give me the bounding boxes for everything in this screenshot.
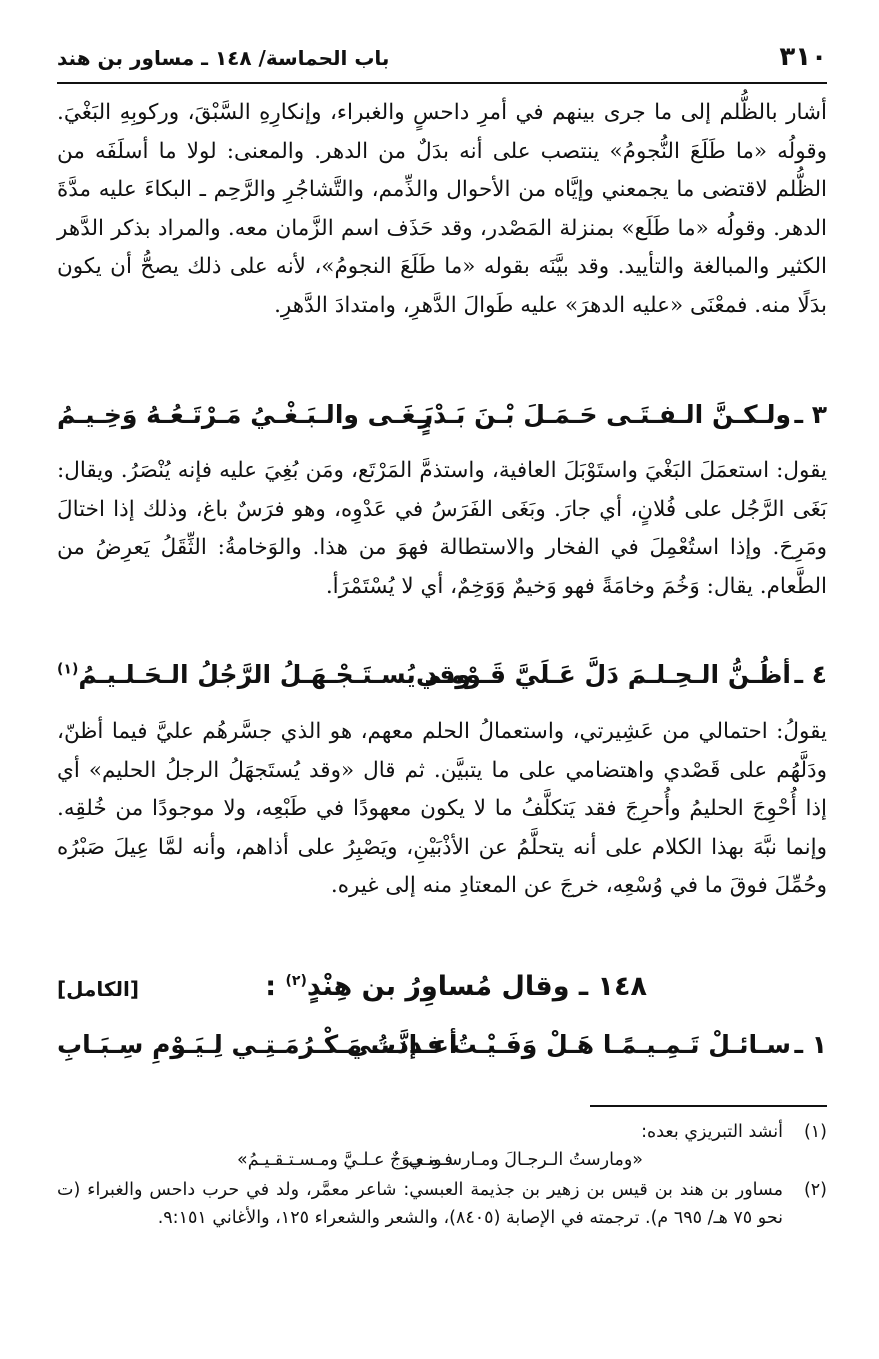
footnote-verse — [57, 1146, 783, 1176]
verse-first-hemistich: أظُـنُّ الـحِـلـمَ دَلَّ عَـلَيَّ قَـوْمِـي — [416, 660, 791, 689]
footnote-ref-2[interactable]: (٢) — [285, 973, 307, 989]
verse-second-hemistich: بَـغَـى والـبَـغْـيُ مَـرْتَـعُـهُ وَخِـيـمُ — [57, 400, 434, 429]
poem-title-text: ١٤٨ ـ وقال مُساوِرُ بن هِنْدٍ — [306, 971, 647, 1002]
verse-second-hemistich — [57, 660, 471, 689]
footnote-2 — [57, 1176, 827, 1232]
footnote-text: مساور بن هند بن قيس بن زهير بن جذيمة العبسي: شاعر معمَّر، ولد في حرب داحس والغبراء (ت نحو ٧٥ هـ/ ٦٩٥ م). ترجمته في الإصابة (٨٤٠٥)، والشعر والشعراء ١٢٥، والأغاني ٩:١٥١. — [57, 1180, 783, 1228]
poem-title-colon: : — [265, 971, 277, 1002]
footnote-1 — [57, 1118, 827, 1176]
verse-number: ٤ ـ — [794, 660, 827, 689]
footnote-rule — [590, 1105, 827, 1107]
commentary-paragraph-3: يقولُ: احتمالي من عَشِيرتي، واستعمالُ الحلم معهم، هو الذي جسَّرهُم عليَّ فيما أظنّ، ودَلَّهُم على قَصْدي واهتضامي على ما يتبيَّن. ثم قال «وقد يُستَجهَلُ الرجلُ الحليم» أي إذا أُحْوِجَ الحليمُ وأُحرِجَ فقد يَتكلَّفُ ما لا يكون معهودًا في طَبْعِه، ولا موجودًا من خُلقِه. وإنما نبَّهَ بهذا الكلام على أنه يتحلَّمُ عن الأذْبَيْنِ، ويَصْبِرُ على أذاهم، وأنه لمَّا عِيلَ صَبْرُه وحُمِّلَ فوقَ ما في وُسْعِه، خرجَ عن المعتادِ منه إلى غيره. — [57, 719, 827, 898]
verse-148-1 — [57, 1022, 827, 1072]
verse-first-hemistich: سـائـلْ تَـمِـيـمًـا هَـلْ وَفَـيْـتُ فـإنَّـنـي — [346, 1030, 791, 1059]
page-number: ٣١٠ — [779, 42, 827, 72]
commentary-paragraph-2: يقول: استعمَلَ البَغْيَ واستَوْبَلَ العافية، واستذمَّ المَرْتَع، ومَن بُغِيَ عليه فإنه يُنْصَرُ. ويقال: بَغَى الرَّجُل على فُلانٍ، أي جارَ. وبَغَى الفَرَسُ في عَدْوِه، وهو فرَسٌ باغ، وذلك إذا اختالَ ومَرِحَ. وإذا استُعْمِلَ في الفخار والاستطالة فهوَ من هذا. والوَخامةُ: الثِّقَلُ يَعرِضُ من الطَّعام. يقال: وَخُمَ وخامَةً فهو وَخيمٌ وَوَخِمٌ، أي لا يُسْتَمْرَأ. — [57, 458, 827, 599]
footnote-text: أنشد التبريزي بعده: — [641, 1122, 783, 1142]
verse-4 — [57, 652, 827, 702]
verse-second-hemistich-text: وقد يُسـتَـجْـهَـلُ الرَّجُلُ الـحَـلـيـمُ — [78, 660, 471, 689]
footnote-verse-second: فـمـعـوَجٌ عـلـيَّ ومـسـتـقـيـمُ» — [237, 1150, 453, 1170]
poem-meter: [الكامل] — [57, 977, 140, 1001]
verse-number: ١ ـ — [794, 1030, 827, 1059]
footnote-mark: (١) — [803, 1122, 827, 1142]
footnote-mark: (٢) — [803, 1180, 827, 1200]
footnotes — [57, 1118, 827, 1232]
verse-number: ٣ ـ — [794, 400, 827, 429]
running-head: باب الحماسة/ ١٤٨ ـ مساور بن هند — [57, 46, 390, 70]
header-rule — [57, 82, 827, 84]
verse-second-hemistich: أعـددتُ مَـكْـرُمَـتِـي لِـيَـوْمِ سِـبَـابِ — [57, 1030, 458, 1059]
verse-3 — [57, 392, 827, 442]
poem-heading — [57, 965, 827, 1015]
footnote-ref-1[interactable]: (١) — [57, 661, 79, 678]
verse-first-hemistich: ولـكـنَّ الـفـتَـى حَـمَـلَ بْـنَ بَـدْرٍ — [418, 400, 791, 429]
poem-title — [265, 971, 647, 1002]
footnote-verse-first: «ومارستُ الـرجـالَ ومـارسـونـي — [408, 1150, 643, 1170]
page-header — [57, 40, 827, 80]
commentary-paragraph-1: أشار بالظُّلم إلى ما جرى بينهم في أمرِ داحسٍ والغبراء، وإنكارِهِ السَّبْقَ، وركوبِهِ البَغْيَ. وقولُه «ما طَلَعَ النُّجومُ» ينتصب على أنه بدَلٌ من الدهر. والمعنى: لولا ما أسلَفَه من الظُّلم لاقتضى ما يجمعني وإيَّاه من الأحوال والذِّمم، والتَّشاجُرِ والرَّحِم ـ البكاءَ عليه مدَّةَ الدهر. وقولُه «ما طَلَع» بمنزلة المَصْدر، وقد حَذَف اسم الزَّمان معه. والمراد بذكر الدَّهر الكثير والمبالغة والتأييد. وقد بيَّنَه بقوله «ما طَلَعَ النجومُ»، لأنه على ذلك يصحُّ أن يكون بدَلًا منه. فمعْنَى «عليه الدهرَ» عليه طَوالَ الدَّهرِ، وامتدادَ الدَّهرِ. — [57, 100, 827, 318]
